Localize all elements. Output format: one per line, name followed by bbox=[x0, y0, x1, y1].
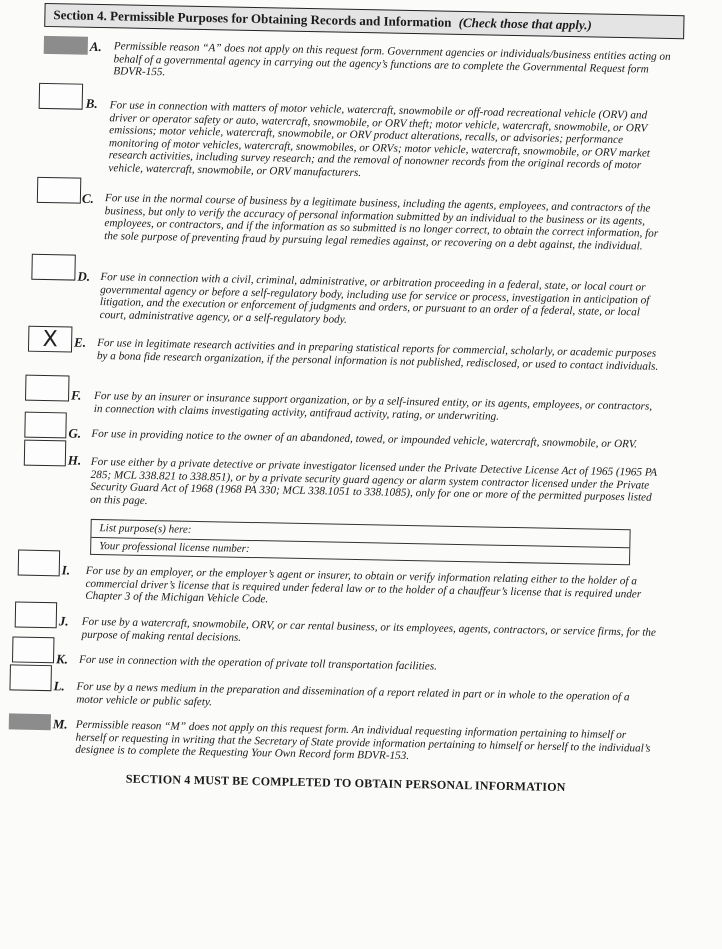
checkbox-l[interactable] bbox=[9, 664, 51, 691]
item-l-letter: L. bbox=[53, 678, 65, 694]
item-d-text: For use in connection with a civil, criminal, administrative, or arbitration proceeding in a federal, state, or local court or governmental agency or before a self-regulatory body, including use for service or process, investigation in anticipation of litigation, and the execution or enforcement of judgments and orders, or pursuant to an order of a federal, state, or local court, administrative agency, or a self-regulatory body. bbox=[99, 271, 650, 326]
item-e-text: For use in legitimate research activities and in preparing statistical reports for commercial, scholarly, or academic purposes by a bona fide research organization, if the personal information is not published, redisclosed, or used to contact individuals. bbox=[96, 337, 659, 373]
checkbox-a bbox=[44, 36, 88, 55]
item-m-text: Permissible reason “M” does not apply on this request form. An individual requesting information pertaining to himself or herself or requesting in writing that the Secretary of State provide information pertaining to himself or herself to the individual’s designee is to complete the Requesting Your Own Record form BDVR-153. bbox=[75, 718, 651, 763]
checkbox-k[interactable] bbox=[12, 636, 54, 663]
list-purpose-field[interactable]: List purpose(s) here: bbox=[91, 520, 629, 548]
section-instruction: (Check those that apply.) bbox=[458, 14, 592, 33]
item-i-text: For use by an employer, or the employer’s agent or insurer, to obtain or verify information relating either to the holder of a commercial driver’s license that is required under federal law or to the holder of a chauffeur’s license that is required under Chapter 3 of the Michigan Vehicle Code. bbox=[85, 564, 642, 606]
item-m-letter: M. bbox=[52, 716, 68, 732]
section-footer-note: SECTION 4 MUST BE COMPLETED TO OBTAIN PERSONAL INFORMATION bbox=[125, 771, 566, 795]
item-a-text: Permissible reason “A” does not apply on this request form. Government agencies or individuals/business entities acting on behalf of a governmental agency in carrying out the agency’s functions are to complete the Governmental Request form BDVR-155. bbox=[113, 40, 671, 79]
section-title: Section 4. Permissible Purposes for Obtaining Records and Information bbox=[53, 7, 452, 30]
item-h-letter: H. bbox=[67, 452, 82, 468]
item-a-letter: A. bbox=[89, 38, 102, 55]
item-f-text: For use by an insurer or insurance support organization, or by a self-insured entity, or its agents, employees, or contractors, in connection with claims investigating activity, antifraud activity, rating, or underwriting. bbox=[93, 389, 653, 423]
item-h-text: For use either by a private detective or private investigator licensed under the Private Detective License Act of 1965 (1965 PA 285; MCL 338.821 to 338.851), or by a private security guard agency or alarm system contractor licensed under the Private Security Guard Act of 1968 (1968 PA 330; MCL 338.1051 to 338.1085), only for one or more of the permitted purposes listed on this page. bbox=[90, 455, 657, 507]
item-c-letter: C. bbox=[81, 190, 94, 206]
item-j-letter: J. bbox=[58, 613, 69, 629]
item-g-letter: G. bbox=[68, 425, 82, 441]
item-e-letter: E. bbox=[74, 334, 87, 350]
checkbox-d[interactable] bbox=[31, 254, 75, 281]
license-number-field[interactable]: Your professional license number: bbox=[99, 540, 250, 555]
section-header bbox=[44, 3, 684, 39]
checkbox-f[interactable] bbox=[25, 375, 69, 402]
checkbox-c[interactable] bbox=[37, 177, 81, 204]
item-b-text: For use in connection with matters of motor vehicle, watercraft, snowmobile or off-road recreational vehicle (ORV) and driver or operator safety or auto, watercraft, snowmobile, or ORV theft; motor vehicle, watercraft, snowmobile, or ORV emissions; motor vehicle, watercraft, snowmobile, or ORV product alterations, recalls, or advisories; performance monitoring of motor vehicles, watercraft, snowmobiles, or ORVs; motor vehicle, watercraft, snowmobile, or ORV market research activities, including survey research; and the removal of nonowner records from the original records of motor vehicle, watercraft, snowmobile, or ORV manufacturers. bbox=[108, 99, 651, 180]
item-f-letter: F. bbox=[70, 387, 82, 403]
checkbox-b[interactable] bbox=[39, 83, 83, 110]
item-k-text: For use in connection with the operation of private toll transportation facilities. bbox=[78, 653, 438, 673]
checkbox-g[interactable] bbox=[24, 412, 66, 439]
purpose-box bbox=[90, 519, 631, 565]
checkbox-h[interactable] bbox=[24, 440, 66, 467]
checkbox-j[interactable] bbox=[15, 601, 57, 628]
item-c-text: For use in the normal course of business by a legitimate business, including the agents, employees, and contractors of the business, but only to verify the accuracy of personal information submitted by an individual to the business or its agents, employees, or contractors, and if the information as so submitted is no longer correct, to obtain the correct information, for the sole purpose of preventing fraud by pursuing legal remedies against, or recovering on a debt against, the individual. bbox=[104, 192, 659, 253]
item-d-letter: D. bbox=[77, 268, 91, 284]
checkbox-m bbox=[9, 713, 51, 730]
item-l-text: For use by a news medium in the preparation and dissemination of a report related in part or in whole to the operation of a motor vehicle or public safety. bbox=[76, 680, 630, 708]
item-k-letter: K. bbox=[55, 651, 69, 667]
checkbox-e[interactable]: X bbox=[28, 326, 72, 353]
item-b-letter: B. bbox=[85, 95, 98, 111]
item-i-letter: I. bbox=[61, 562, 71, 578]
item-g-text: For use in providing notice to the owner of an abandoned, towed, or impounded vehicle, watercraft, snowmobile, or ORV. bbox=[91, 427, 638, 451]
item-j-text: For use by a watercraft, snowmobile, ORV, or car rental business, or its employees, agents, contractors, or service firms, for the purpose of making rental decisions. bbox=[81, 615, 657, 644]
checkbox-i[interactable] bbox=[18, 550, 60, 577]
